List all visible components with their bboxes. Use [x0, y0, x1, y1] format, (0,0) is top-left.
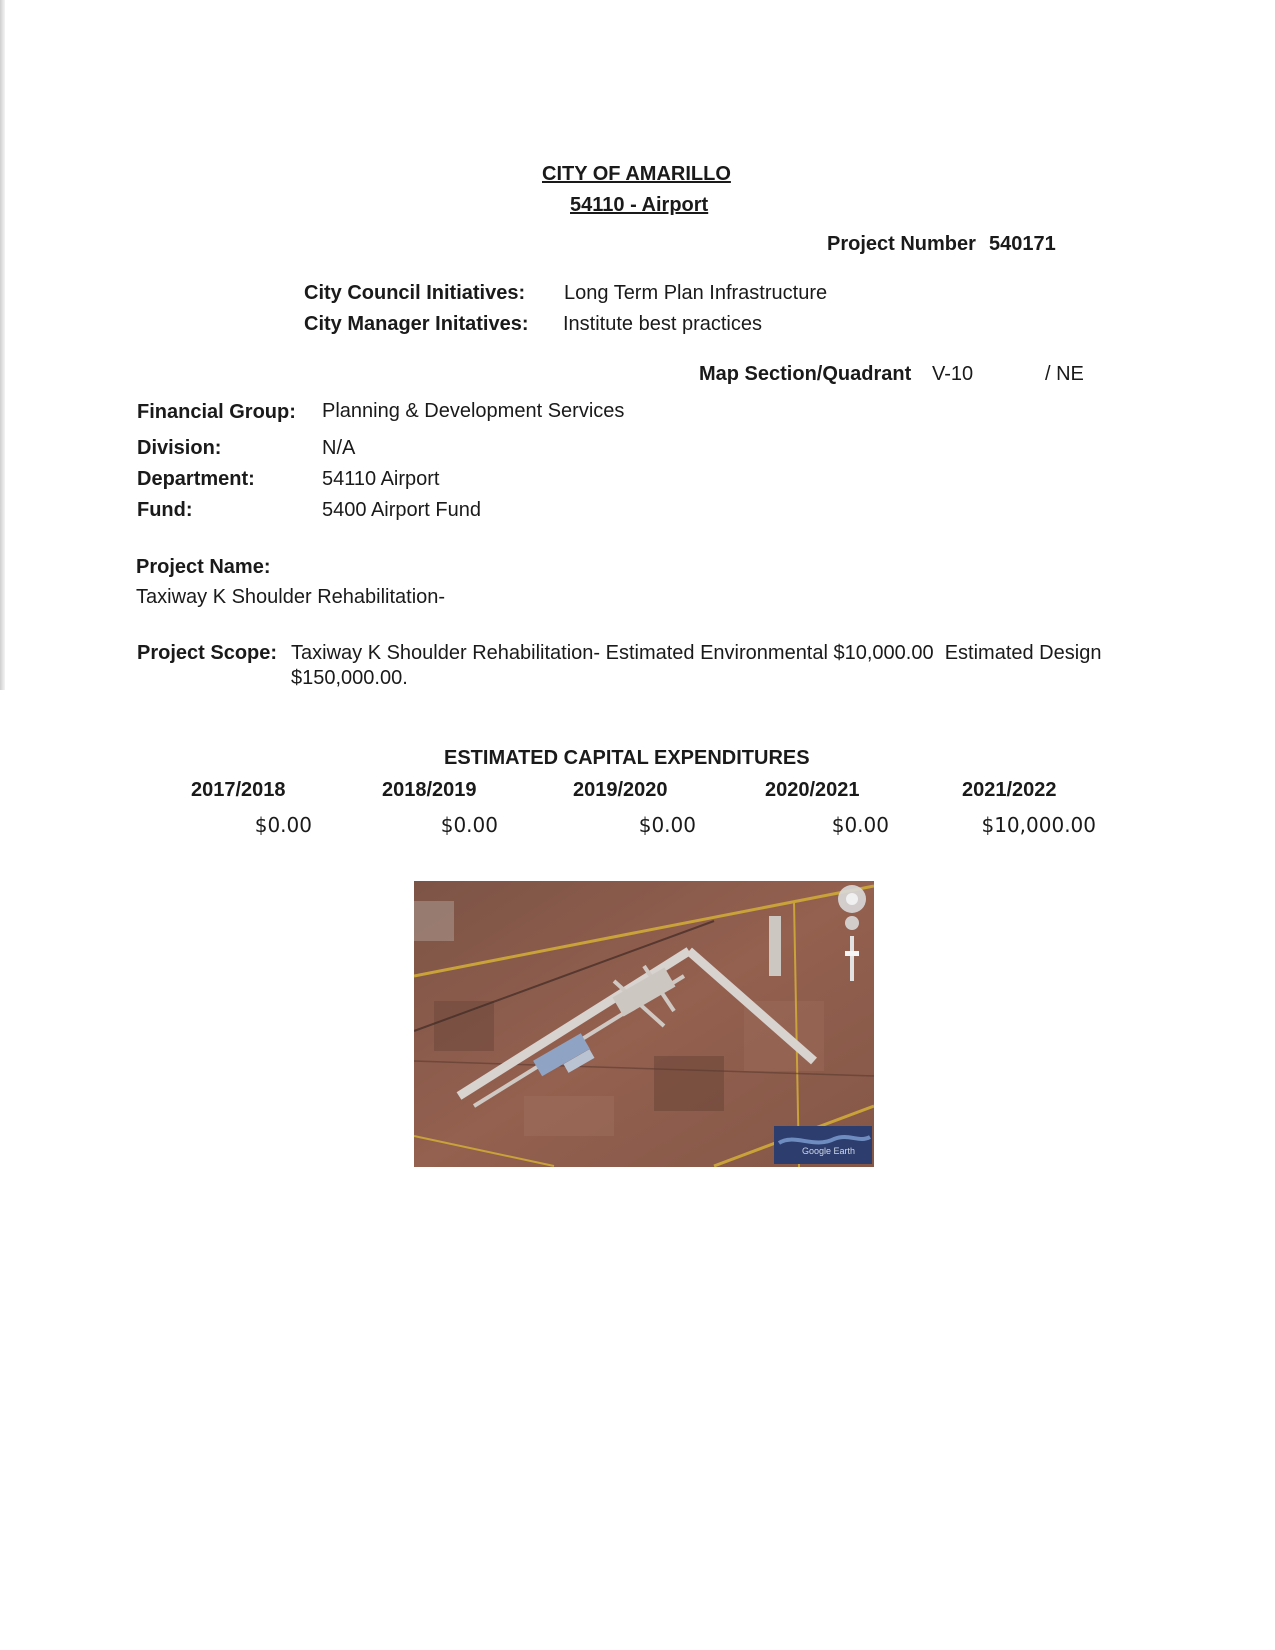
amount-2018-2019: $0.00	[440, 813, 498, 837]
year-2018-2019: 2018/2019	[382, 779, 477, 801]
scan-edge	[0, 0, 5, 690]
year-2017-2018: 2017/2018	[191, 779, 286, 801]
aerial-airport-photo	[414, 881, 874, 1167]
google-earth-watermark: Google Earth	[802, 1146, 856, 1156]
aerial-photo-graphic	[414, 881, 874, 1167]
map-section-value: V-10	[932, 363, 974, 385]
project-number-label: Project Number	[827, 233, 976, 255]
council-initiatives-label: City Council Initiatives:	[304, 282, 526, 304]
manager-initiatives-label: City Manager Initatives:	[304, 313, 529, 335]
fund-label: Fund:	[137, 499, 193, 521]
year-2020-2021: 2020/2021	[765, 779, 860, 801]
amount-2017-2018: $0.00	[254, 813, 312, 837]
division-value: N/A	[322, 437, 356, 459]
map-quadrant-value: / NE	[1045, 363, 1084, 385]
financial-group-label: Financial Group:	[137, 401, 296, 423]
expenditures-title: ESTIMATED CAPITAL EXPENDITURES	[444, 747, 810, 769]
project-name-label: Project Name:	[136, 556, 271, 578]
department-value: 54110 Airport	[322, 468, 440, 490]
year-2019-2020: 2019/2020	[573, 779, 668, 801]
year-2021-2022: 2021/2022	[962, 779, 1057, 801]
project-number: 540171	[989, 233, 1056, 255]
project-scope-line2: $150,000.00.	[291, 667, 408, 689]
council-initiatives-value: Long Term Plan Infrastructure	[564, 282, 828, 304]
project-scope-line1: Taxiway K Shoulder Rehabilitation- Estimated Environmental $10,000.00 Estimated Design	[291, 642, 1102, 664]
project-scope-label: Project Scope:	[137, 642, 278, 664]
city-title: CITY OF AMARILLO	[542, 163, 731, 185]
project-name-value: Taxiway K Shoulder Rehabilitation-	[136, 586, 446, 608]
amount-2021-2022: $10,000.00	[981, 813, 1096, 837]
financial-group-value: Planning & Development Services	[322, 400, 625, 422]
amount-2020-2021: $0.00	[831, 813, 889, 837]
manager-initiatives-value: Institute best practices	[563, 313, 762, 335]
department-label: Department:	[137, 468, 255, 490]
map-section-label: Map Section/Quadrant	[699, 363, 912, 385]
fund-value: 5400 Airport Fund	[322, 499, 481, 521]
division-label: Division:	[137, 437, 222, 459]
amount-2019-2020: $0.00	[638, 813, 696, 837]
department-title: 54110 - Airport	[570, 194, 709, 216]
